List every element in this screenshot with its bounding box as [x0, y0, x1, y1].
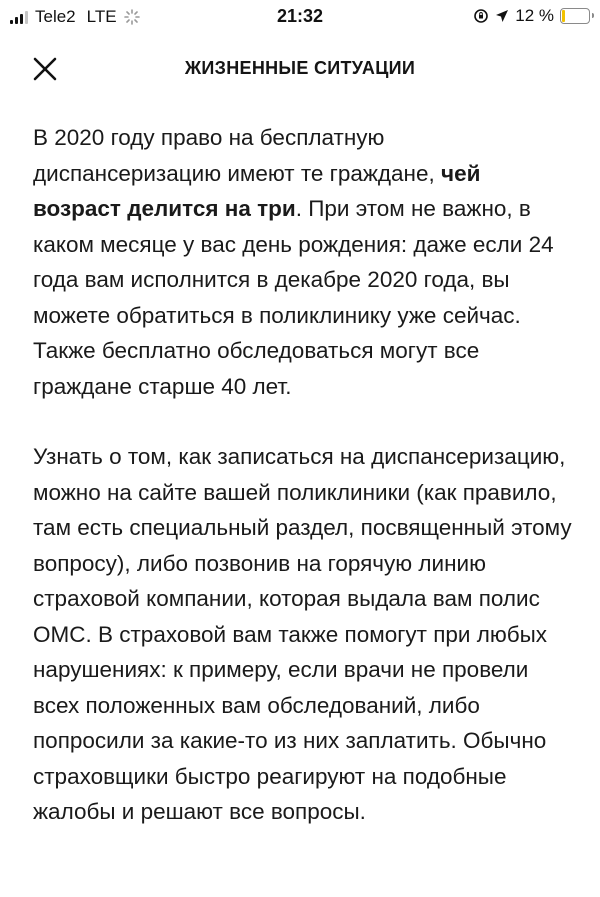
nav-bar: [0, 44, 600, 96]
article-body: [33, 120, 573, 865]
paragraph-1-text-start: В 2020 году право на бесплатную диспансеризацию имеют те граждане,: [33, 125, 441, 186]
article-paragraph-1: [33, 120, 573, 404]
article-paragraph-2: Узнать о том, как записаться на диспансеризацию, можно на сайте вашей поликлиники (как правило, там есть специальный раздел, посвященный этому вопросу), либо позвонив на горячую линию страховой компании, которая выдала вам полис ОМС. В страховой вам также помогут при любых нарушениях: к примеру, если врачи не провели всех положенных вам обследований, либо попросили за какие-то из них заплатить. Обычно страховщики быстро реагируют на подобные жалобы и решают все вопросы.: [33, 444, 572, 824]
screen-rotation-lock-icon: [473, 8, 489, 24]
battery-icon: [560, 8, 590, 24]
page-title: ЖИЗНЕННЫЕ СИТУАЦИИ: [184, 58, 416, 78]
battery-level-fill: [562, 10, 565, 22]
paragraph-1-text-end: . При этом не важно, в каком месяце у вас день рождения: даже если 24 года вам исполнится в декабре 2020 года, вы можете обратиться в поликлинику уже сейчас. Также бесплатно обследоваться могут все граждане старше 40 лет.: [33, 196, 554, 399]
battery-percent: 12 %: [515, 6, 554, 25]
status-right: [473, 6, 590, 26]
location-arrow-icon: [495, 9, 509, 23]
network-type: LTE: [86, 7, 117, 26]
carrier-name: Tele2: [35, 7, 76, 26]
clock: 21:32: [276, 6, 324, 26]
paragraph-1-highlight: чей возраст делится на три: [33, 160, 481, 221]
close-icon: [30, 54, 62, 86]
status-bar: [0, 0, 600, 34]
close-button[interactable]: [30, 54, 62, 86]
